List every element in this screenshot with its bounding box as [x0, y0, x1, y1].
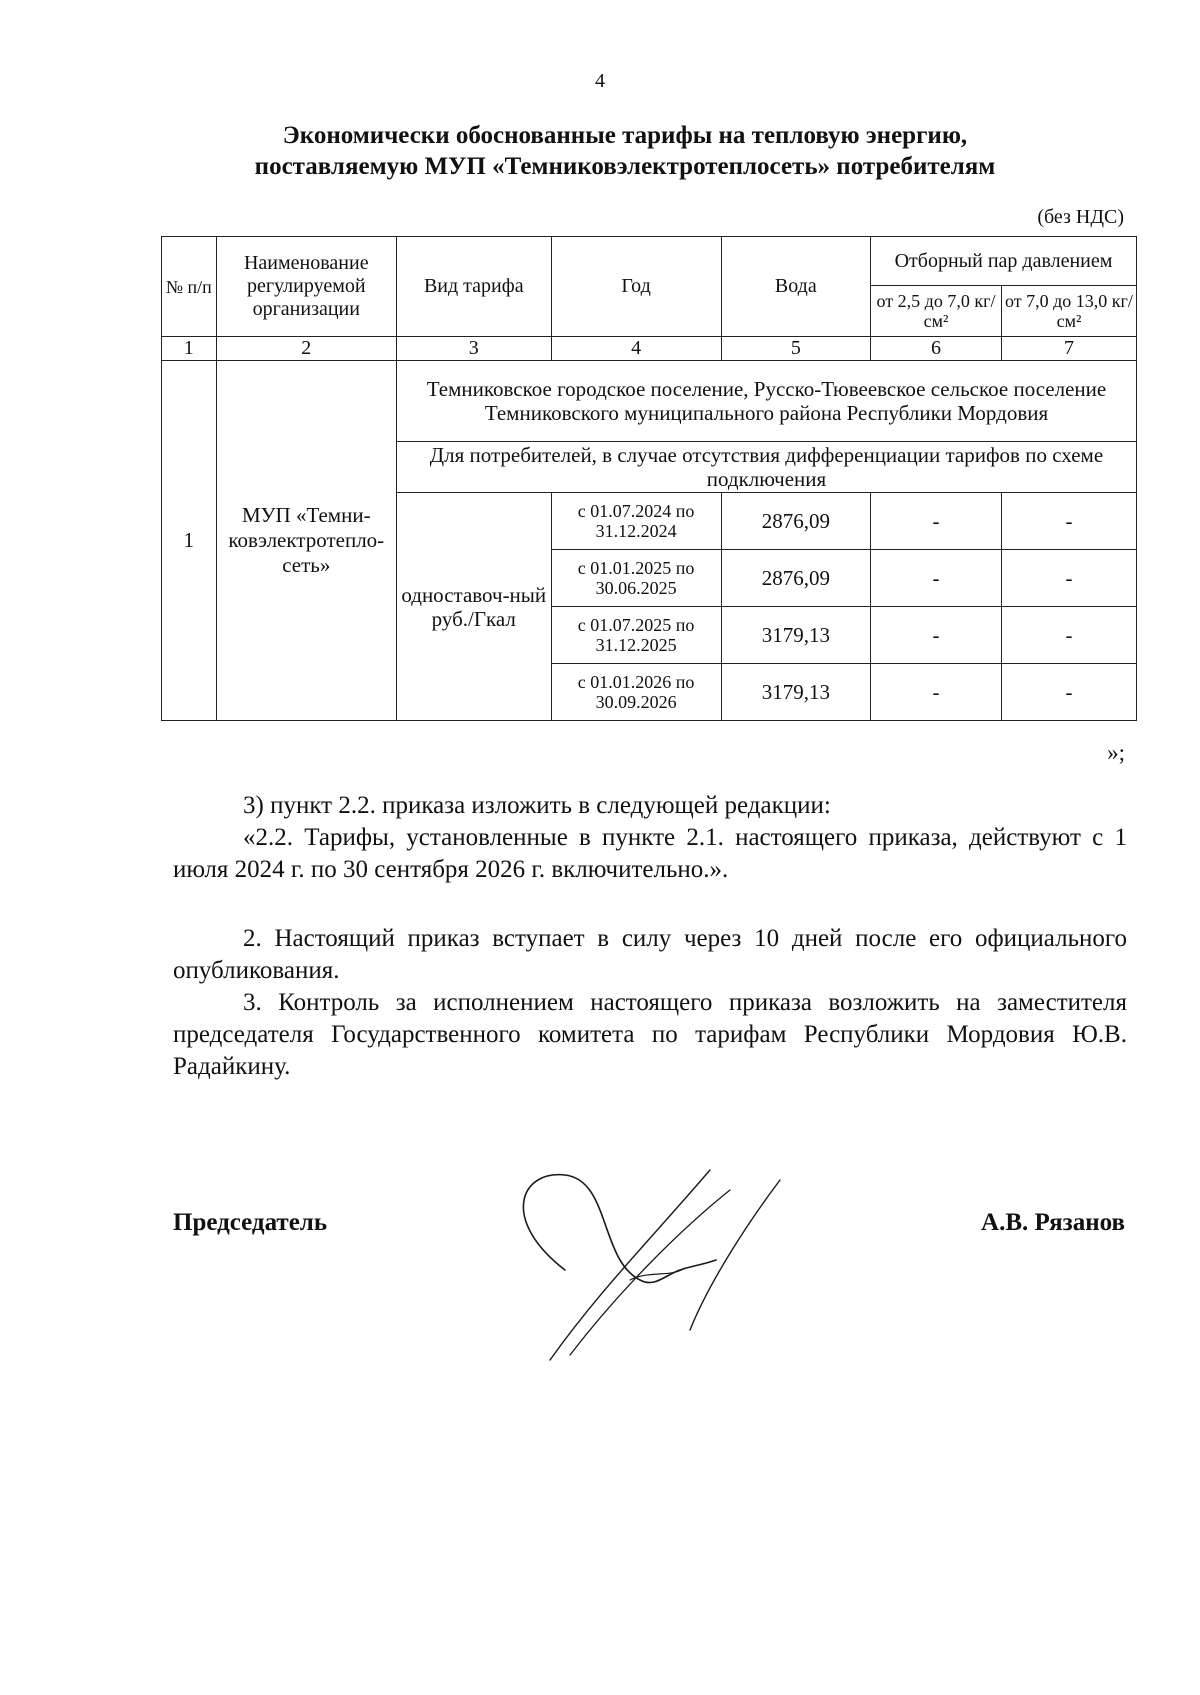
table-row: [162, 361, 1137, 442]
water-tariff: 3179,13: [721, 664, 870, 721]
steam-low-tariff: -: [871, 493, 1002, 550]
header-steam: Отборный пар давлением: [871, 237, 1137, 286]
title-line-1: Экономически обоснованные тарифы на тепловую энергию,: [282, 122, 968, 149]
header-year: Год: [551, 237, 721, 337]
paragraph-amendment-intro: 3) пункт 2.2. приказа изложить в следующей редакции:: [243, 792, 831, 819]
steam-high-tariff: -: [1001, 607, 1136, 664]
row-number: 1: [162, 361, 217, 721]
period-cell: с 01.07.2024 по 31.12.2024: [551, 493, 721, 550]
column-number: 4: [551, 337, 721, 361]
steam-low-tariff: -: [871, 607, 1002, 664]
steam-high-tariff: -: [1001, 550, 1136, 607]
header-num: № п/п: [162, 237, 217, 337]
table-header-row: [162, 237, 1137, 286]
tariff-table: [161, 236, 1137, 721]
paragraph-control: 3. Контроль за исполнением настоящего приказа возложить на заместителя председателя Государственного комитета по тарифам Республики Мордовия Ю.В. Радайкину.: [173, 989, 1127, 1080]
header-org: Наименование регулируемой организации: [216, 237, 396, 337]
column-number: 7: [1001, 337, 1136, 361]
header-water: Вода: [721, 237, 870, 337]
water-tariff: 2876,09: [721, 493, 870, 550]
period-cell: с 01.01.2026 по 30.09.2026: [551, 664, 721, 721]
paragraph-entry-into-force: 2. Настоящий приказ вступает в силу через 10 дней после его официального опубликования.: [173, 925, 1127, 984]
column-number: 2: [216, 337, 396, 361]
water-tariff: 3179,13: [721, 607, 870, 664]
column-number: 5: [721, 337, 870, 361]
title-line-2: поставляемую МУП «Темниковэлектротеплосеть» потребителям: [254, 153, 996, 180]
water-tariff: 2876,09: [721, 550, 870, 607]
steam-high-tariff: -: [1001, 664, 1136, 721]
amendment-block: [173, 790, 1127, 886]
provisions-block: [173, 923, 1127, 1083]
steam-high-tariff: -: [1001, 493, 1136, 550]
handwritten-signature: [480, 1150, 820, 1390]
period-cell: с 01.01.2025 по 30.06.2025: [551, 550, 721, 607]
closing-quote: »;: [1107, 740, 1125, 765]
column-number: 3: [396, 337, 551, 361]
service-area: Темниковское городское поселение, Русско-Тювеевское сельское поселение Темниковского муниципального района Республики Мордовия: [396, 361, 1136, 442]
consumer-group: Для потребителей, в случае отсутствия дифференциации тарифов по схеме подключения: [396, 442, 1136, 493]
page-number: 4: [595, 70, 605, 92]
column-number: 6: [871, 337, 1002, 361]
document-title: [160, 120, 1090, 182]
organization-name: МУП «Темни-ковэлектротепло-сеть»: [216, 361, 396, 721]
column-number-row: [162, 337, 1137, 361]
period-cell: с 01.07.2025 по 31.12.2025: [551, 607, 721, 664]
column-number: 1: [162, 337, 217, 361]
header-steam-low: от 2,5 до 7,0 кг/см²: [871, 286, 1002, 337]
paragraph-amendment-text: «2.2. Тарифы, установленные в пункте 2.1. настоящего приказа, действуют с 1 июля 2024 г. по 30 сентября 2026 г. включительно.».: [173, 824, 1127, 883]
header-steam-high: от 7,0 до 13,0 кг/см²: [1001, 286, 1136, 337]
vat-note: (без НДС): [1037, 206, 1124, 228]
tariff-type: одноставоч-ный руб./Гкал: [396, 493, 551, 721]
signatory-name: А.В. Рязанов: [981, 1209, 1125, 1236]
steam-low-tariff: -: [871, 550, 1002, 607]
signatory-position: Председатель: [173, 1209, 328, 1236]
header-tariff-type: Вид тарифа: [396, 237, 551, 337]
steam-low-tariff: -: [871, 664, 1002, 721]
